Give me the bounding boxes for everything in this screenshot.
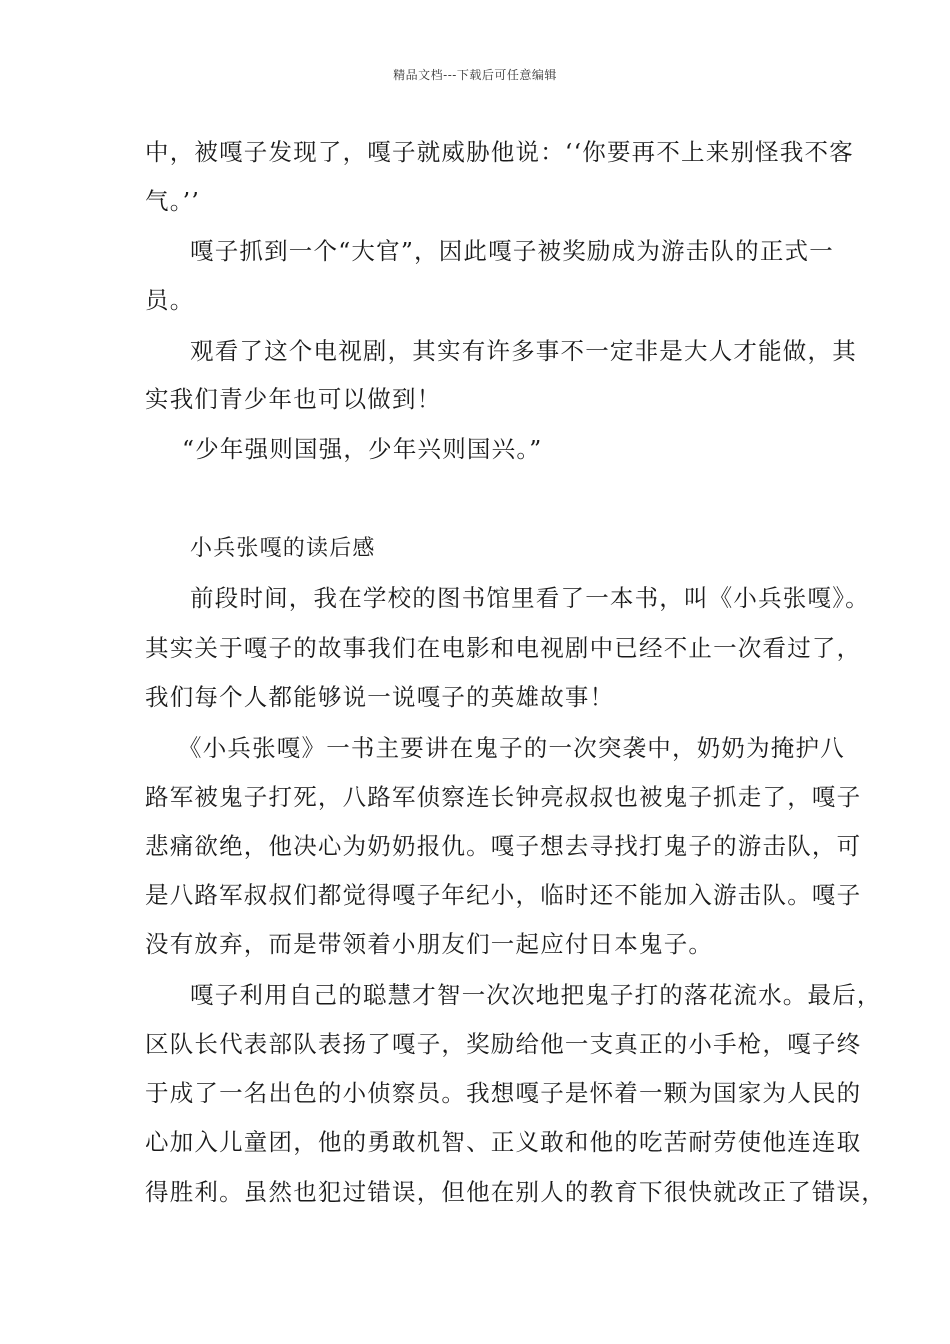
text-line: 嘎子抓到一个“大官”，因此嘎子被奖励成为游击队的正式一 (190, 237, 834, 265)
text-line: 嘎子利用自己的聪慧才智一次次地把鬼子打的落花流水。最后， (190, 981, 882, 1009)
text-line: 前段时间，我在学校的图书馆里看了一本书，叫《小兵张嘎》。 (190, 584, 870, 612)
text-line: 心加入儿童团，他的勇敢机智、正义敢和他的吃苦耐劳使他连连取 (145, 1128, 862, 1156)
text-line: 《小兵张嘎》一书主要讲在鬼子的一次突袭中，奶奶为掩护八 (178, 734, 845, 762)
text-line: 路军被鬼子打死，八路军侦察连长钟亮叔叔也被鬼子抓走了，嘎子 (145, 783, 862, 811)
text-line: 其实关于嘎子的故事我们在电影和电视剧中已经不止一次看过了， (145, 634, 862, 662)
page-header: 精品文档---下载后可任意编辑 (393, 68, 557, 82)
text-line: 区队长代表部队表扬了嘎子，奖励给他一支真正的小手枪，嘎子终 (145, 1030, 862, 1058)
text-line: 于成了一名出色的小侦察员。我想嘎子是怀着一颗为国家为人民的 (145, 1079, 862, 1107)
text-line: 员。 (145, 286, 195, 314)
section-title: 小兵张嘎的读后感 (190, 536, 376, 561)
text-line: 实我们青少年也可以做到！ (145, 385, 442, 413)
text-line: 悲痛欲绝，他决心为奶奶报仇。嘎子想去寻找打鬼子的游击队，可 (145, 832, 862, 860)
text-line: “少年强则国强，少年兴则国兴。” (182, 435, 543, 463)
text-line: 得胜利。虽然也犯过错误，但他在别人的教育下很快就改正了错误， (145, 1178, 886, 1206)
text-line: 我们每个人都能够说一说嘎子的英雄故事！ (145, 683, 615, 711)
text-line: 中，被嘎子发现了，嘎子就威胁他说：‘‘你要再不上来别怪我不客 (145, 138, 854, 166)
text-line: 气。’’ (145, 187, 200, 215)
text-line: 是八路军叔叔们都觉得嘎子年纪小，临时还不能加入游击队。嘎子 (145, 881, 862, 909)
text-line: 观看了这个电视剧，其实有许多事不一定非是大人才能做，其 (190, 337, 857, 365)
text-line: 没有放弃，而是带领着小朋友们一起应付日本鬼子。 (145, 930, 714, 958)
